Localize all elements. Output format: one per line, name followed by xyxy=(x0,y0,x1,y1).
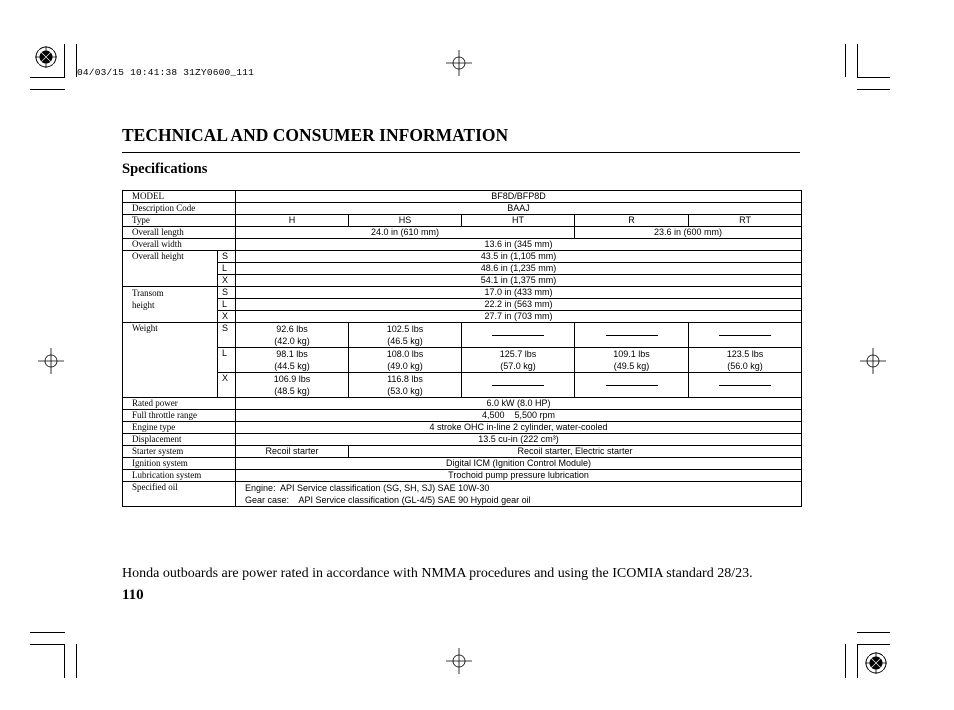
row-label xyxy=(123,287,218,323)
row-label: Starter system xyxy=(123,446,236,458)
table-cell: 4,500 5,500 rpm xyxy=(236,410,802,422)
not-applicable-dash xyxy=(606,385,658,386)
row-label: Rated power xyxy=(123,398,236,410)
table-row xyxy=(123,410,802,422)
not-applicable-dash xyxy=(719,385,771,386)
table-row xyxy=(123,434,802,446)
row-label: Weight xyxy=(123,323,218,398)
table-row xyxy=(123,311,802,323)
crop-mark xyxy=(857,644,890,645)
shaft-label: X xyxy=(218,373,236,398)
table-row xyxy=(123,251,802,263)
weight-lbs: 102.5 lbs xyxy=(386,324,424,334)
shaft-label: L xyxy=(218,299,236,311)
section-title: TECHNICAL AND CONSUMER INFORMATION xyxy=(122,125,509,145)
table-cell: 13.6 in (345 mm) xyxy=(236,239,802,251)
crop-mark xyxy=(857,632,890,633)
table-row xyxy=(123,458,802,470)
row-label: Displacement xyxy=(123,434,236,446)
table-cell: 43.5 in (1,105 mm) xyxy=(236,251,802,263)
page-number: 110 xyxy=(122,587,144,603)
type-cell: HS xyxy=(349,215,462,227)
not-applicable-cell xyxy=(575,323,689,348)
weight-cell xyxy=(236,373,349,398)
weight-kg: (48.5 kg) xyxy=(274,386,310,396)
weight-lbs: 123.5 lbs xyxy=(726,349,764,359)
type-cell: RT xyxy=(689,215,802,227)
not-applicable-cell xyxy=(575,373,689,398)
row-label: Overall width xyxy=(123,239,236,251)
table-row xyxy=(123,470,802,482)
table-cell: Recoil starter xyxy=(236,446,349,458)
table-row xyxy=(123,446,802,458)
table-cell: 22.2 in (563 mm) xyxy=(236,299,802,311)
shaft-label: S xyxy=(218,287,236,299)
weight-cell xyxy=(349,323,462,348)
weight-cell xyxy=(236,348,349,373)
weight-lbs: 108.0 lbs xyxy=(386,349,424,359)
shaft-label: X xyxy=(218,275,236,287)
label-line: height xyxy=(132,300,155,310)
table-row xyxy=(123,398,802,410)
weight-cell xyxy=(575,348,689,373)
power-rating-note: Honda outboards are power rated in accordance with NMMA procedures and using the ICOMIA standard 28/23. xyxy=(122,566,753,581)
registration-target-icon xyxy=(865,652,887,674)
crop-mark xyxy=(64,44,65,77)
crop-mark xyxy=(30,644,65,645)
crop-mark xyxy=(845,644,846,678)
weight-kg: (53.0 kg) xyxy=(387,386,423,396)
weight-kg: (49.0 kg) xyxy=(387,361,423,371)
row-label: Type xyxy=(123,215,236,227)
not-applicable-cell xyxy=(462,373,575,398)
weight-cell xyxy=(349,373,462,398)
table-row xyxy=(123,287,802,299)
subheading: Specifications xyxy=(122,161,208,177)
crop-mark xyxy=(30,632,65,633)
table-row xyxy=(123,215,802,227)
not-applicable-cell xyxy=(462,323,575,348)
crop-mark xyxy=(30,77,65,78)
registration-target-icon xyxy=(35,46,57,68)
crosshair-icon xyxy=(446,50,472,76)
row-label: Ignition system xyxy=(123,458,236,470)
shaft-label: S xyxy=(218,251,236,263)
table-cell: 6.0 kW (8.0 HP) xyxy=(236,398,802,410)
crop-mark xyxy=(64,644,65,678)
table-cell: 27.7 in (703 mm) xyxy=(236,311,802,323)
weight-lbs: 92.6 lbs xyxy=(276,324,308,334)
row-label: Specified oil xyxy=(123,482,236,507)
table-cell: Trochoid pump pressure lubrication xyxy=(236,470,802,482)
type-cell: H xyxy=(236,215,349,227)
table-row xyxy=(123,422,802,434)
crop-mark xyxy=(857,44,858,77)
weight-cell xyxy=(349,348,462,373)
weight-cell xyxy=(462,348,575,373)
table-cell: Digital ICM (Ignition Control Module) xyxy=(236,458,802,470)
table-row xyxy=(123,482,802,507)
table-cell: 48.6 in (1,235 mm) xyxy=(236,263,802,275)
shaft-label: X xyxy=(218,311,236,323)
table-row xyxy=(123,203,802,215)
weight-kg: (49.5 kg) xyxy=(613,361,650,371)
crop-mark xyxy=(857,89,890,90)
row-label: Overall height xyxy=(123,251,218,287)
table-row xyxy=(123,299,802,311)
weight-kg: (56.0 kg) xyxy=(727,361,763,371)
shaft-label: L xyxy=(218,348,236,373)
weight-cell xyxy=(689,348,802,373)
weight-lbs: 98.1 lbs xyxy=(276,349,308,359)
table-row xyxy=(123,373,802,398)
table-row xyxy=(123,239,802,251)
table-cell: 13.5 cu-in (222 cm³) xyxy=(236,434,802,446)
crop-mark xyxy=(845,44,846,77)
shaft-label: L xyxy=(218,263,236,275)
label-line: Transom xyxy=(132,288,164,298)
oil-engine: Engine: API Service classification (SG, SH, SJ) SAE 10W-30 xyxy=(245,483,490,493)
specifications-table xyxy=(122,190,802,507)
weight-lbs: 109.1 lbs xyxy=(613,349,650,359)
weight-kg: (57.0 kg) xyxy=(500,361,536,371)
crop-mark xyxy=(857,644,858,678)
table-cell: BF8D/BFP8D xyxy=(236,191,802,203)
crosshair-icon xyxy=(38,348,64,374)
shaft-label: S xyxy=(218,323,236,348)
table-cell: BAAJ xyxy=(236,203,802,215)
table-cell xyxy=(236,482,802,507)
weight-lbs: 125.7 lbs xyxy=(499,349,537,359)
not-applicable-dash xyxy=(492,335,544,336)
table-cell: 23.6 in (600 mm) xyxy=(575,227,802,239)
crop-mark xyxy=(76,644,77,678)
table-row xyxy=(123,275,802,287)
crosshair-icon xyxy=(860,348,886,374)
row-label: Lubrication system xyxy=(123,470,236,482)
table-row xyxy=(123,348,802,373)
table-cell: 4 stroke OHC in-line 2 cylinder, water-cooled xyxy=(236,422,802,434)
table-row xyxy=(123,263,802,275)
not-applicable-dash xyxy=(719,335,771,336)
weight-kg: (44.5 kg) xyxy=(274,361,310,371)
table-cell: Recoil starter, Electric starter xyxy=(349,446,802,458)
weight-cell xyxy=(236,323,349,348)
title-divider xyxy=(122,152,800,153)
weight-lbs: 116.8 lbs xyxy=(387,374,423,384)
row-label: Engine type xyxy=(123,422,236,434)
not-applicable-cell xyxy=(689,373,802,398)
weight-lbs: 106.9 lbs xyxy=(273,374,311,384)
row-label: Full throttle range xyxy=(123,410,236,422)
crosshair-icon xyxy=(446,648,472,674)
table-cell: 24.0 in (610 mm) xyxy=(236,227,575,239)
print-stamp: 04/03/15 10:41:38 31ZY0600_111 xyxy=(77,67,255,78)
not-applicable-cell xyxy=(689,323,802,348)
row-label: Overall length xyxy=(123,227,236,239)
crop-mark xyxy=(30,89,65,90)
oil-gear-case: Gear case: API Service classification (GL-4/5) SAE 90 Hypoid gear oil xyxy=(245,495,531,505)
weight-kg: (42.0 kg) xyxy=(274,336,310,346)
not-applicable-dash xyxy=(606,335,658,336)
row-label: MODEL xyxy=(123,191,236,203)
row-label: Description Code xyxy=(123,203,236,215)
type-cell: R xyxy=(575,215,689,227)
table-cell: 54.1 in (1,375 mm) xyxy=(236,275,802,287)
table-row xyxy=(123,191,802,203)
type-cell: HT xyxy=(462,215,575,227)
crop-mark xyxy=(857,77,890,78)
table-cell: 17.0 in (433 mm) xyxy=(236,287,802,299)
weight-kg: (46.5 kg) xyxy=(387,336,423,346)
not-applicable-dash xyxy=(492,385,544,386)
table-row xyxy=(123,227,802,239)
table-row xyxy=(123,323,802,348)
